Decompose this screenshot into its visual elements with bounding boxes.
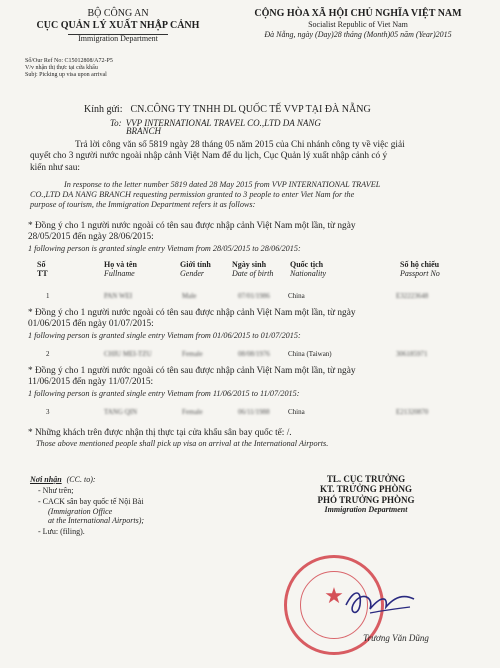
header-divider bbox=[68, 34, 168, 35]
country-name: CỘNG HÒA XÃ HỘI CHỦ NGHĨA VIỆT NAM bbox=[254, 8, 462, 19]
group-3-vn-line: 11/06/2015 đến ngày 11/07/2015: bbox=[28, 377, 154, 388]
row-passport: 306185971 bbox=[396, 350, 428, 358]
row-nationality: China (Taiwan) bbox=[288, 350, 332, 358]
intro-vn-line: quyết cho 3 người nước ngoài nhập cảnh Việt Nam để du lịch, Cục Quản lý xuất nhập cảnh có ý bbox=[30, 151, 388, 162]
addressee-en bbox=[110, 113, 490, 131]
col-header-gender-vn: Giới tính bbox=[180, 260, 211, 269]
recipients-block bbox=[30, 475, 230, 536]
row-gender: Female bbox=[182, 350, 203, 358]
intro-en-line: purpose of tourism, the Immigration Department refers it as follows: bbox=[30, 199, 256, 209]
row-dob: 06/11/1988 bbox=[238, 408, 270, 416]
col-header-dob-vn: Ngày sinh bbox=[232, 260, 267, 269]
group-1-en-line: 1 following person is granted single entry Vietnam from 28/05/2015 to 28/06/2015: bbox=[28, 243, 301, 253]
pickup-note bbox=[28, 428, 490, 449]
addressee-name-en-1: VVP INTERNATIONAL TRAVEL CO.,LTD DA NANG bbox=[125, 118, 321, 128]
department-name-en: Immigration Department bbox=[78, 34, 158, 43]
pickup-note-en: Those above mentioned people shall pick up visa on arrival at the International Airports. bbox=[36, 439, 329, 449]
recipient-line: - Như trên; bbox=[38, 486, 74, 496]
country-header bbox=[216, 8, 500, 39]
signature-titles bbox=[256, 474, 476, 514]
group-2-en-line: 1 following person is granted single entry Vietnam from 01/06/2015 to 01/07/2015: bbox=[28, 330, 301, 340]
star-icon: ★ bbox=[324, 583, 344, 608]
col-header-gender-en: Gender bbox=[180, 269, 204, 279]
intro-vn bbox=[30, 140, 492, 174]
recipient-line: - Lưu: (filing). bbox=[38, 526, 85, 536]
group-1-vn-line: 28/05/2015 đến ngày 28/06/2015: bbox=[28, 232, 154, 243]
row-name: CHIU MEI-TZU bbox=[104, 350, 152, 358]
pickup-note-vn: * Những khách trên được nhận thị thực tại cửa khẩu sân bay quốc tế: /. bbox=[28, 428, 292, 438]
row-dob: 08/08/1976 bbox=[238, 350, 270, 358]
recipient-line: (Immigration Office bbox=[48, 506, 113, 516]
subject-en: Subj: Picking up visa upon arrival bbox=[25, 71, 107, 78]
row-number: 2 bbox=[46, 350, 50, 358]
row-name: TANG QIN bbox=[104, 408, 138, 416]
col-header-dob-en: Date of birth bbox=[232, 269, 274, 279]
col-header-no-vn: Số bbox=[37, 260, 46, 269]
recipient-line: at the International Airports); bbox=[48, 515, 145, 525]
group-2 bbox=[28, 308, 490, 341]
col-header-no-en: TT bbox=[37, 269, 48, 279]
reference-block bbox=[25, 58, 225, 79]
col-header-gender bbox=[180, 260, 211, 278]
row-nationality: China bbox=[288, 292, 305, 300]
group-1-vn-line: * Đồng ý cho 1 người nước ngoài có tên sau được nhập cảnh Việt Nam một lần, từ ngày bbox=[28, 221, 356, 231]
row-dob: 07/01/1986 bbox=[238, 292, 270, 300]
ministry-name: BỘ CÔNG AN bbox=[87, 8, 149, 19]
department-name: CỤC QUẢN LÝ XUẤT NHẬP CẢNH bbox=[36, 19, 200, 31]
handwritten-signature bbox=[340, 583, 420, 623]
row-passport: E21320870 bbox=[396, 408, 429, 416]
addressee-label: Kính gửi: bbox=[84, 104, 123, 115]
row-passport: E32223648 bbox=[396, 292, 429, 300]
group-3 bbox=[28, 366, 490, 399]
col-header-dob bbox=[232, 260, 273, 278]
signature-title-4: Immigration Department bbox=[324, 505, 408, 515]
col-header-no bbox=[37, 260, 48, 278]
signature-title-2: KT. TRƯỞNG PHÒNG bbox=[319, 484, 413, 495]
col-header-name bbox=[104, 260, 137, 278]
intro-en-line: CO.,LTD DA NANG BRANCH requesting permission granted to 3 people to enter Viet Nam for the bbox=[30, 189, 355, 199]
reference-number: Số/Our Ref No: C15012808/A72-P5 bbox=[25, 58, 113, 64]
group-2-vn-line: * Đồng ý cho 1 người nước ngoài có tên sau được nhập cảnh Việt Nam một lần, từ ngày bbox=[28, 308, 356, 318]
group-2-vn-line: 01/06/2015 đến ngày 01/07/2015: bbox=[28, 319, 154, 330]
group-3-vn-line: * Đồng ý cho 1 người nước ngoài có tên sau được nhập cảnh Việt Nam một lần, từ ngày bbox=[28, 366, 356, 376]
issuer-header bbox=[18, 8, 218, 43]
group-1 bbox=[28, 221, 490, 254]
country-name-en: Socialist Republic of Viet Nam bbox=[308, 19, 408, 29]
row-nationality: China bbox=[288, 408, 305, 416]
group-3-en-line: 1 following person is granted single entry Vietnam from 11/06/2015 to 11/07/2015: bbox=[28, 388, 300, 398]
addressee-to-label: To: bbox=[110, 118, 122, 128]
addressee-name-en-2: BRANCH bbox=[126, 126, 161, 136]
addressee-name-vn: CN.CÔNG TY TNHH DL QUỐC TẾ VVP TẠI ĐÀ NẴNG bbox=[130, 104, 371, 115]
intro-en-line: In response to the letter number 5819 dated 28 May 2015 from VVP INTERNATIONAL TRAVEL bbox=[64, 180, 381, 189]
signature-title-1: TL. CỤC TRƯỞNG bbox=[326, 474, 406, 484]
signatory-name: Trương Văn Dũng bbox=[363, 633, 429, 643]
row-name: PAN WEI bbox=[104, 292, 133, 300]
intro-en bbox=[30, 180, 495, 210]
col-header-name-vn: Họ và tên bbox=[104, 260, 137, 269]
col-header-nationality-en: Nationality bbox=[290, 269, 326, 279]
col-header-name-en: Fullname bbox=[104, 269, 135, 279]
intro-vn-line: Trả lời công văn số 5819 ngày 28 tháng 05 năm 2015 của Chi nhánh công ty về việc giải bbox=[75, 140, 405, 150]
col-header-nationality-vn: Quốc tịch bbox=[290, 260, 324, 269]
subject-vn: V/v nhận thị thực tại cửa khẩu bbox=[25, 64, 98, 71]
row-gender: Male bbox=[182, 292, 197, 300]
recipient-line: - CACK sân bay quốc tế Nội Bài bbox=[38, 497, 144, 507]
col-header-passport-vn: Số hộ chiếu bbox=[400, 260, 440, 269]
document-date: Đà Nẵng, ngày (Day)28 tháng (Month)05 năm (Year)2015 bbox=[264, 29, 452, 39]
row-gender: Female bbox=[182, 408, 203, 416]
signature-title-3: PHÓ TRƯỞNG PHÒNG bbox=[317, 494, 415, 505]
recipients-label: Nơi nhận bbox=[30, 475, 62, 484]
recipients-label-en: (CC. to): bbox=[66, 475, 96, 484]
intro-vn-line: kiến như sau: bbox=[30, 162, 80, 173]
col-header-nationality bbox=[290, 260, 326, 278]
row-number: 3 bbox=[46, 408, 50, 416]
col-header-passport-en: Passport No bbox=[400, 269, 440, 279]
col-header-passport bbox=[400, 260, 440, 278]
row-number: 1 bbox=[46, 292, 50, 300]
